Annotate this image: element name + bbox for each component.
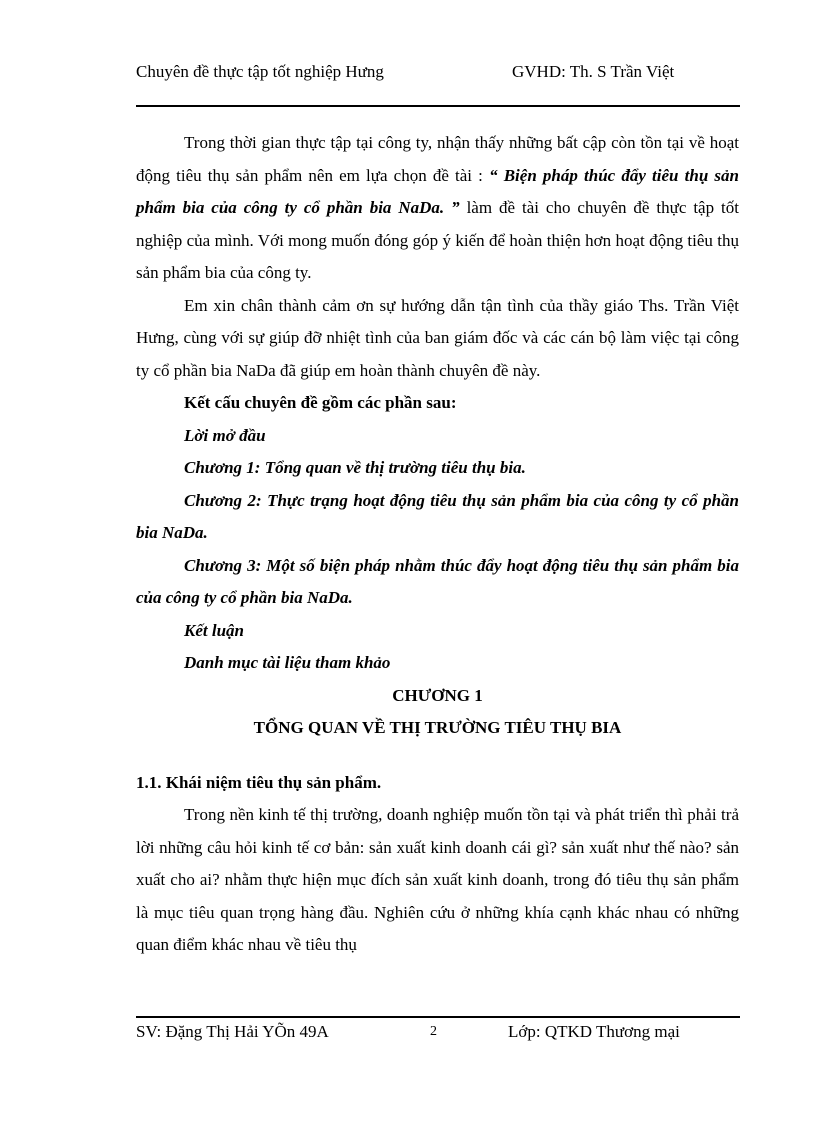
page-number: 2 [430,1024,437,1039]
header-divider [136,105,740,107]
section-paragraph: Trong nền kinh tế thị trường, doanh nghiệp muốn tồn tại và phát triển thì phải trả lời những câu hỏi kinh tế cơ bản: sản xuất kinh doanh cái gì? sản xuất như thế nào? sản xuất cho ai? nhằm thực hiện mục đích sản xuất kinh doanh, trong đó tiêu thụ sản phẩm là mục tiêu quan trọng hàng đầu. Nghiên cứu ở những khía cạnh khác nhau có những quan điểm khác nhau về tiêu thụ [136,805,739,954]
structure-item-intro: Lời mở đầu [184,425,266,445]
structure-item-chapter-1: Chương 1: Tổng quan về thị trường tiêu thụ bia. [184,458,526,477]
structure-item-chapter-2: Chương 2: Thực trạng hoạt động tiêu thụ sản phẩm bia của công ty cổ phần bia NaDa. [136,490,739,542]
document-body [136,127,739,962]
intro-text-end: làm đề tài cho chuyên đề thực tập tốt nghiệp của mình. Với mong muốn đóng góp ý kiến để hoàn thiện hơn hoạt động tiêu thụ sản phẩm bia của công ty. [136,198,739,282]
footer-class: Lớp: QTKD Thương mại [508,1022,680,1041]
thesis-title: “ Biện pháp thúc đẩy tiêu thụ sản phẩm bia của công ty cổ phần bia NaDa. ” [136,165,740,217]
structure-item-conclusion: Kết luận [184,620,244,640]
structure-heading: Kết cấu chuyên đề gồm các phần sau: [184,393,457,412]
header-supervisor: GVHD: Th. S Trần Việt [512,62,675,81]
chapter-title: TỔNG QUAN VỀ THỊ TRƯỜNG TIÊU THỤ BIA [253,718,622,737]
structure-item-chapter-3: Chương 3: Một số biện pháp nhằm thúc đẩy hoạt động tiêu thụ sản phẩm bia của công ty cổ phần bia NaDa. [136,555,739,607]
section-heading: 1.1. Khái niệm tiêu thụ sản phẩm. [136,772,382,792]
structure-item-references: Danh mục tài liệu tham khảo [184,653,391,672]
intro-paragraph-2: Em xin chân thành cảm ơn sự hướng dẫn tận tình của thầy giáo Ths. Trần Việt Hưng, cùng với sự giúp đỡ nhiệt tình của ban giám đốc và các cán bộ làm việc tại công ty cổ phần bia NaDa đã giúp em hoàn thành chuyên đề này. [136,295,739,380]
intro-paragraph-1 [136,127,739,290]
intro-text-start: Trong thời gian thực tập tại công ty, nhận thấy những bất cập còn tồn tại về hoạt động tiêu thụ sản phẩm nên em lựa chọn đề tài : [136,133,739,185]
footer-divider [136,1016,740,1018]
header-document-type: Chuyên đề thực tập tốt nghiệp Hưng [136,62,384,81]
chapter-number: CHƯƠNG 1 [392,685,483,705]
footer-student: SV: Đặng Thị Hải YÕn 49A [136,1022,329,1041]
